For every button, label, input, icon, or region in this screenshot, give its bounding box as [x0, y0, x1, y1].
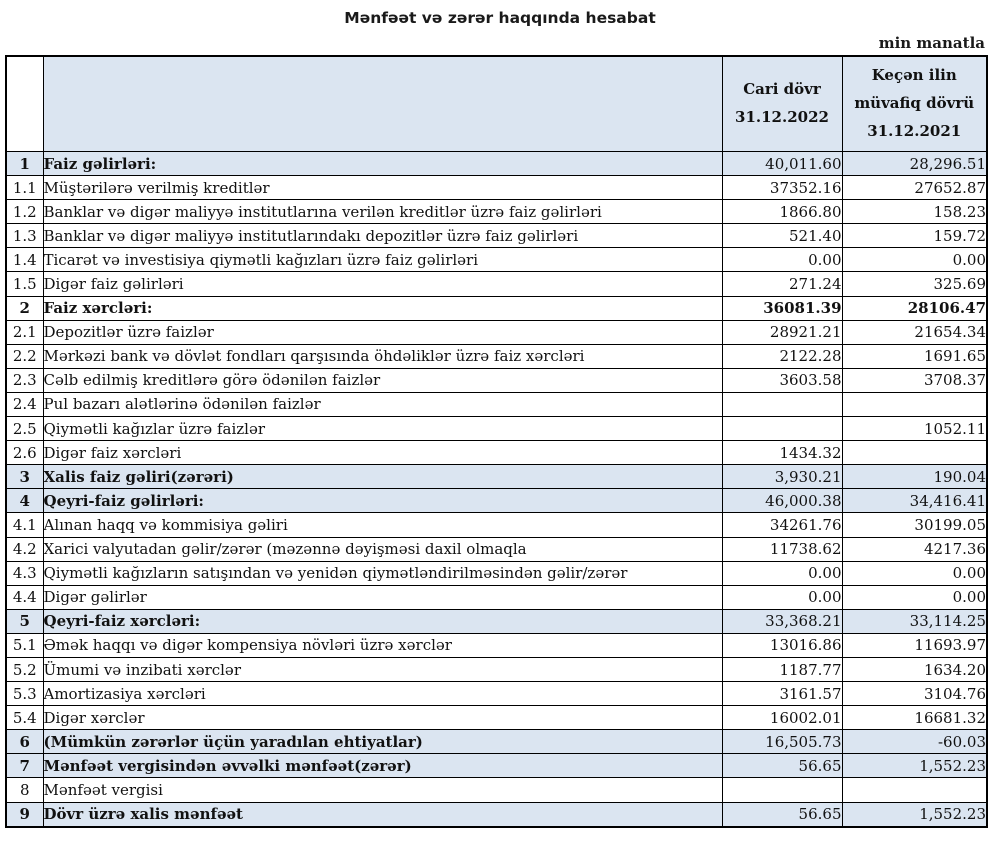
row-current-value-cell: 0.00: [722, 585, 842, 609]
row-label-cell: Qeyri-faiz xərcləri:: [43, 609, 722, 633]
row-previous-value-cell: 1,552.23: [842, 802, 987, 827]
row-label-cell: Xarici valyutadan gəlir/zərər (məzənnə dəyişməsi daxil olmaqla: [43, 537, 722, 561]
row-label-cell: Qiymətli kağızların satışından və yenidən qiymətləndirilməsindən gəlir/zərər: [43, 561, 722, 585]
table-header-row: [6, 56, 987, 152]
header-previous-period-cell: [842, 56, 987, 152]
row-number-cell: 5.3: [6, 682, 43, 706]
row-previous-value-cell: 21654.34: [842, 320, 987, 344]
row-current-value-cell: 34261.76: [722, 513, 842, 537]
table-header: [6, 56, 987, 152]
row-previous-value-cell: [842, 441, 987, 465]
row-number-cell: 2.4: [6, 392, 43, 416]
table-row: [6, 152, 987, 176]
row-previous-value-cell: 28106.47: [842, 296, 987, 320]
table-row: [6, 248, 987, 272]
row-label-cell: Ümumi və inzibati xərclər: [43, 657, 722, 681]
row-label-cell: Digər faiz xərcləri: [43, 441, 722, 465]
row-previous-value-cell: 158.23: [842, 200, 987, 224]
header-number-cell: [6, 56, 43, 152]
table-row: [6, 585, 987, 609]
row-current-value-cell: 11738.62: [722, 537, 842, 561]
row-current-value-cell: 33,368.21: [722, 609, 842, 633]
row-previous-value-cell: 159.72: [842, 224, 987, 248]
row-number-cell: 5: [6, 609, 43, 633]
row-number-cell: 9: [6, 802, 43, 827]
row-label-cell: Cəlb edilmiş kreditlərə görə ödənilən faizlər: [43, 368, 722, 392]
row-previous-value-cell: 4217.36: [842, 537, 987, 561]
row-label-cell: Amortizasiya xərcləri: [43, 682, 722, 706]
row-number-cell: 2.1: [6, 320, 43, 344]
row-current-value-cell: 36081.39: [722, 296, 842, 320]
row-previous-value-cell: 16681.32: [842, 706, 987, 730]
row-previous-value-cell: [842, 778, 987, 802]
row-current-value-cell: [722, 392, 842, 416]
row-previous-value-cell: 34,416.41: [842, 489, 987, 513]
row-current-value-cell: 13016.86: [722, 633, 842, 657]
row-current-value-cell: 1434.32: [722, 441, 842, 465]
table-row: [6, 561, 987, 585]
table-row: [6, 417, 987, 441]
table-row: [6, 200, 987, 224]
row-label-cell: Qeyri-faiz gəlirləri:: [43, 489, 722, 513]
row-current-value-cell: 271.24: [722, 272, 842, 296]
row-number-cell: 5.4: [6, 706, 43, 730]
table-row: [6, 489, 987, 513]
row-label-cell: Faiz gəlirləri:: [43, 152, 722, 176]
pl-table-body: [6, 152, 987, 827]
row-label-cell: Dövr üzrə xalis mənfəət: [43, 802, 722, 827]
row-current-value-cell: 3161.57: [722, 682, 842, 706]
row-label-cell: Depozitlər üzrə faizlər: [43, 320, 722, 344]
row-previous-value-cell: 3708.37: [842, 368, 987, 392]
header-description-cell: [43, 56, 722, 152]
header-current-period-line2: 31.12.2022: [735, 108, 829, 126]
table-row: [6, 368, 987, 392]
table-row: [6, 754, 987, 778]
row-current-value-cell: [722, 778, 842, 802]
row-previous-value-cell: 0.00: [842, 248, 987, 272]
row-current-value-cell: 1866.80: [722, 200, 842, 224]
row-number-cell: 4: [6, 489, 43, 513]
row-previous-value-cell: 11693.97: [842, 633, 987, 657]
row-label-cell: Banklar və digər maliyyə institutlarına verilən kreditlər üzrə faiz gəlirləri: [43, 200, 722, 224]
profit-loss-table: [5, 55, 988, 828]
row-previous-value-cell: 33,114.25: [842, 609, 987, 633]
table-row: [6, 682, 987, 706]
header-current-period-line1: Cari dövr: [743, 80, 821, 99]
row-previous-value-cell: 30199.05: [842, 513, 987, 537]
row-label-cell: Qiymətli kağızlar üzrə faizlər: [43, 417, 722, 441]
row-label-cell: Ticarət və investisiya qiymətli kağızları üzrə faiz gəlirləri: [43, 248, 722, 272]
table-row: [6, 272, 987, 296]
header-previous-period-line2: müvafiq dövrü: [854, 94, 975, 113]
row-current-value-cell: 37352.16: [722, 176, 842, 200]
row-label-cell: (Mümkün zərərlər üçün yaradılan ehtiyatlar): [43, 730, 722, 754]
row-number-cell: 5.1: [6, 633, 43, 657]
table-row: [6, 730, 987, 754]
row-label-cell: Banklar və digər maliyyə institutlarındakı depozitlər üzrə faiz gəlirləri: [43, 224, 722, 248]
row-previous-value-cell: 28,296.51: [842, 152, 987, 176]
table-row: [6, 320, 987, 344]
row-number-cell: 1.3: [6, 224, 43, 248]
row-previous-value-cell: 1052.11: [842, 417, 987, 441]
row-previous-value-cell: 27652.87: [842, 176, 987, 200]
row-label-cell: Digər faiz gəlirləri: [43, 272, 722, 296]
row-number-cell: 1.4: [6, 248, 43, 272]
table-row: [6, 706, 987, 730]
row-current-value-cell: 46,000.38: [722, 489, 842, 513]
row-current-value-cell: 28921.21: [722, 320, 842, 344]
row-label-cell: Pul bazarı alətlərinə ödənilən faizlər: [43, 392, 722, 416]
row-label-cell: Mərkəzi bank və dövlət fondları qarşısında öhdəliklər üzrə faiz xərcləri: [43, 344, 722, 368]
row-number-cell: 2.6: [6, 441, 43, 465]
row-number-cell: 2.2: [6, 344, 43, 368]
row-previous-value-cell: 1,552.23: [842, 754, 987, 778]
row-number-cell: 6: [6, 730, 43, 754]
row-label-cell: Mənfəət vergisindən əvvəlki mənfəət(zərər): [43, 754, 722, 778]
row-number-cell: 1.2: [6, 200, 43, 224]
table-row: [6, 224, 987, 248]
row-label-cell: Müştərilərə verilmiş kreditlər: [43, 176, 722, 200]
row-previous-value-cell: 1691.65: [842, 344, 987, 368]
row-previous-value-cell: 190.04: [842, 465, 987, 489]
table-row: [6, 441, 987, 465]
table-row: [6, 609, 987, 633]
table-row: [6, 513, 987, 537]
row-current-value-cell: [722, 417, 842, 441]
row-current-value-cell: 1187.77: [722, 657, 842, 681]
row-current-value-cell: 0.00: [722, 561, 842, 585]
row-number-cell: 3: [6, 465, 43, 489]
row-label-cell: Əmək haqqı və digər kompensiya növləri üzrə xərclər: [43, 633, 722, 657]
header-previous-period-line3: 31.12.2021: [867, 121, 962, 140]
header-previous-period-line1: Keçən ilin: [871, 66, 957, 85]
table-row: [6, 344, 987, 368]
row-label-cell: Mənfəət vergisi: [43, 778, 722, 802]
row-label-cell: Alınan haqq və kommisiya gəliri: [43, 513, 722, 537]
table-row: [6, 296, 987, 320]
row-number-cell: 8: [6, 778, 43, 802]
row-current-value-cell: 40,011.60: [722, 152, 842, 176]
row-label-cell: Xalis faiz gəliri(zərəri): [43, 465, 722, 489]
row-previous-value-cell: 3104.76: [842, 682, 987, 706]
header-current-period-cell: [722, 56, 842, 152]
row-current-value-cell: 3603.58: [722, 368, 842, 392]
row-number-cell: 4.1: [6, 513, 43, 537]
table-row: [6, 657, 987, 681]
table-row: [6, 802, 987, 827]
row-number-cell: 7: [6, 754, 43, 778]
row-previous-value-cell: 0.00: [842, 585, 987, 609]
table-row: [6, 778, 987, 802]
row-label-cell: Faiz xərcləri:: [43, 296, 722, 320]
table-row: [6, 633, 987, 657]
table-row: [6, 392, 987, 416]
page-title: Mənfəət və zərər haqqında hesabat: [344, 9, 656, 27]
row-previous-value-cell: 325.69: [842, 272, 987, 296]
table-row: [6, 465, 987, 489]
table-row: [6, 537, 987, 561]
row-number-cell: 2.3: [6, 368, 43, 392]
row-current-value-cell: 56.65: [722, 754, 842, 778]
row-previous-value-cell: [842, 392, 987, 416]
row-previous-value-cell: 0.00: [842, 561, 987, 585]
row-number-cell: 1: [6, 152, 43, 176]
row-current-value-cell: 2122.28: [722, 344, 842, 368]
row-previous-value-cell: -60.03: [842, 730, 987, 754]
row-number-cell: 4.2: [6, 537, 43, 561]
row-label-cell: Digər xərclər: [43, 706, 722, 730]
row-number-cell: 5.2: [6, 657, 43, 681]
row-current-value-cell: 16,505.73: [722, 730, 842, 754]
row-current-value-cell: 56.65: [722, 802, 842, 827]
table-row: [6, 176, 987, 200]
row-number-cell: 2: [6, 296, 43, 320]
row-number-cell: 1.1: [6, 176, 43, 200]
row-current-value-cell: 0.00: [722, 248, 842, 272]
row-label-cell: Digər gəlirlər: [43, 585, 722, 609]
row-number-cell: 4.3: [6, 561, 43, 585]
row-number-cell: 1.5: [6, 272, 43, 296]
row-current-value-cell: 3,930.21: [722, 465, 842, 489]
row-previous-value-cell: 1634.20: [842, 657, 987, 681]
row-number-cell: 2.5: [6, 417, 43, 441]
row-current-value-cell: 16002.01: [722, 706, 842, 730]
row-current-value-cell: 521.40: [722, 224, 842, 248]
row-number-cell: 4.4: [6, 585, 43, 609]
currency-unit-label: min manatla: [878, 34, 985, 52]
